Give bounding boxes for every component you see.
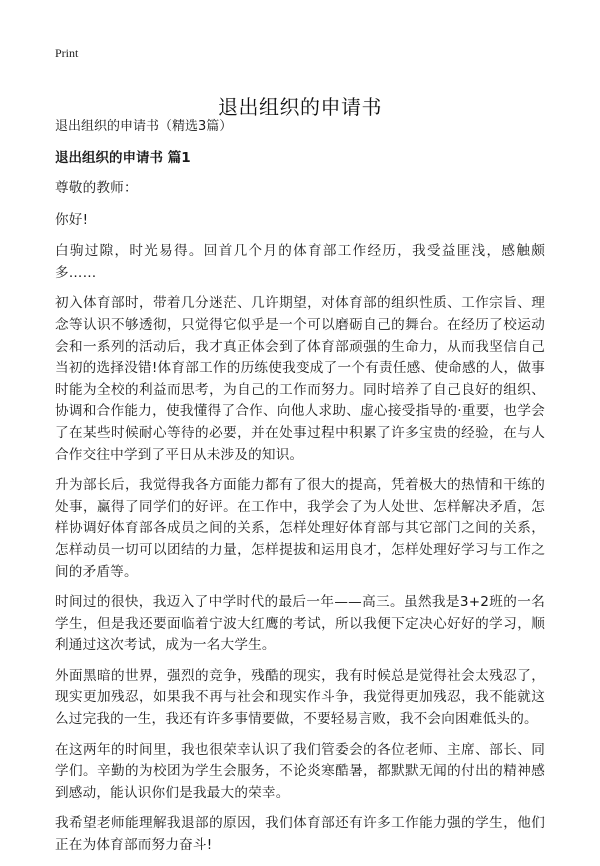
document-subtitle: 退出组织的申请书（精选3篇） bbox=[55, 119, 233, 134]
paragraph: 时间过的很快，我迈入了中学时代的最后一年——高三。虽然我是3+2班的一名学生，但是我还要面临着宁波大红鹰的考试，所以我便下定决心好好的学习，顺利通过这次考试，成为一名大学生。 bbox=[55, 594, 545, 654]
paragraph: 在这两年的时间里，我也很荣幸认识了我们管委会的各位老师、主席、部长、同学们。辛勤的为校团为学生会服务，不论炎寒酷暑，都默默无闻的付出的精神感到感动，能认识你们是我最大的荣幸。 bbox=[55, 741, 545, 801]
print-label: Print bbox=[55, 46, 79, 60]
paragraph: 初入体育部时，带着几分迷茫、几许期望，对体育部的组织性质、工作宗旨、理念等认识不够透彻，只觉得它似乎是一个可以磨砺自己的舞台。在经历了校运动会和一系列的活动后，我才真正体会到了体育部顽强的生命力，从而我坚信自己当初的选择没错!体育部工作的历练使我变成了一个有责任感、使命感的人，做事时能为全校的利益而思考，为自己的工作而努力。同时培养了自己良好的组织、协调和合作能力，使我懂得了合作、向他人求助、虚心接受指导的·重要，也学会了在某些时候耐心等待的必要，并在处事过程中积累了许多宝贵的经验，在与人合作交往中学到了平日从未涉及的知识。 bbox=[55, 295, 545, 463]
paragraph: 外面黑暗的世界，强烈的竞争，残酷的现实，我有时候总是觉得社会太残忍了，现实更加残忍，如果我不再与社会和现实作斗争，我觉得更加残忍，我不能就这么过完我的一生，我还有许多事情要做，不要轻易言败，我不会向困难低头的。 bbox=[55, 667, 545, 728]
document-title: 退出组织的申请书 bbox=[218, 95, 382, 120]
salutation: 尊敬的教师： bbox=[55, 180, 138, 196]
paragraph: 升为部长后，我觉得我各方面能力都有了很大的提高，凭着极大的热情和干练的处事，赢得了同学们的好评。在工作中，我学会了为人处世、怎样解决矛盾，怎样协调好体育部各成员之间的关系，怎样处理好体育部与其它部门之间的关系，怎样动员一切可以团结的力量，怎样提拔和运用良才，怎样处理好学习与工作之间的矛盾等。 bbox=[55, 477, 545, 580]
paragraph: 我希望老师能理解我退部的原因，我们体育部还有许多工作能力强的学生，他们正在为体育部而努力奋斗! bbox=[55, 815, 545, 854]
paragraph: 白驹过隙，时光易得。回首几个月的体育部工作经历，我受益匪浅，感触颇多…… bbox=[55, 243, 545, 281]
greeting: 你好! bbox=[55, 211, 89, 228]
document-body bbox=[55, 117, 545, 866]
section-heading: 退出组织的申请书 篇1 bbox=[55, 150, 191, 166]
